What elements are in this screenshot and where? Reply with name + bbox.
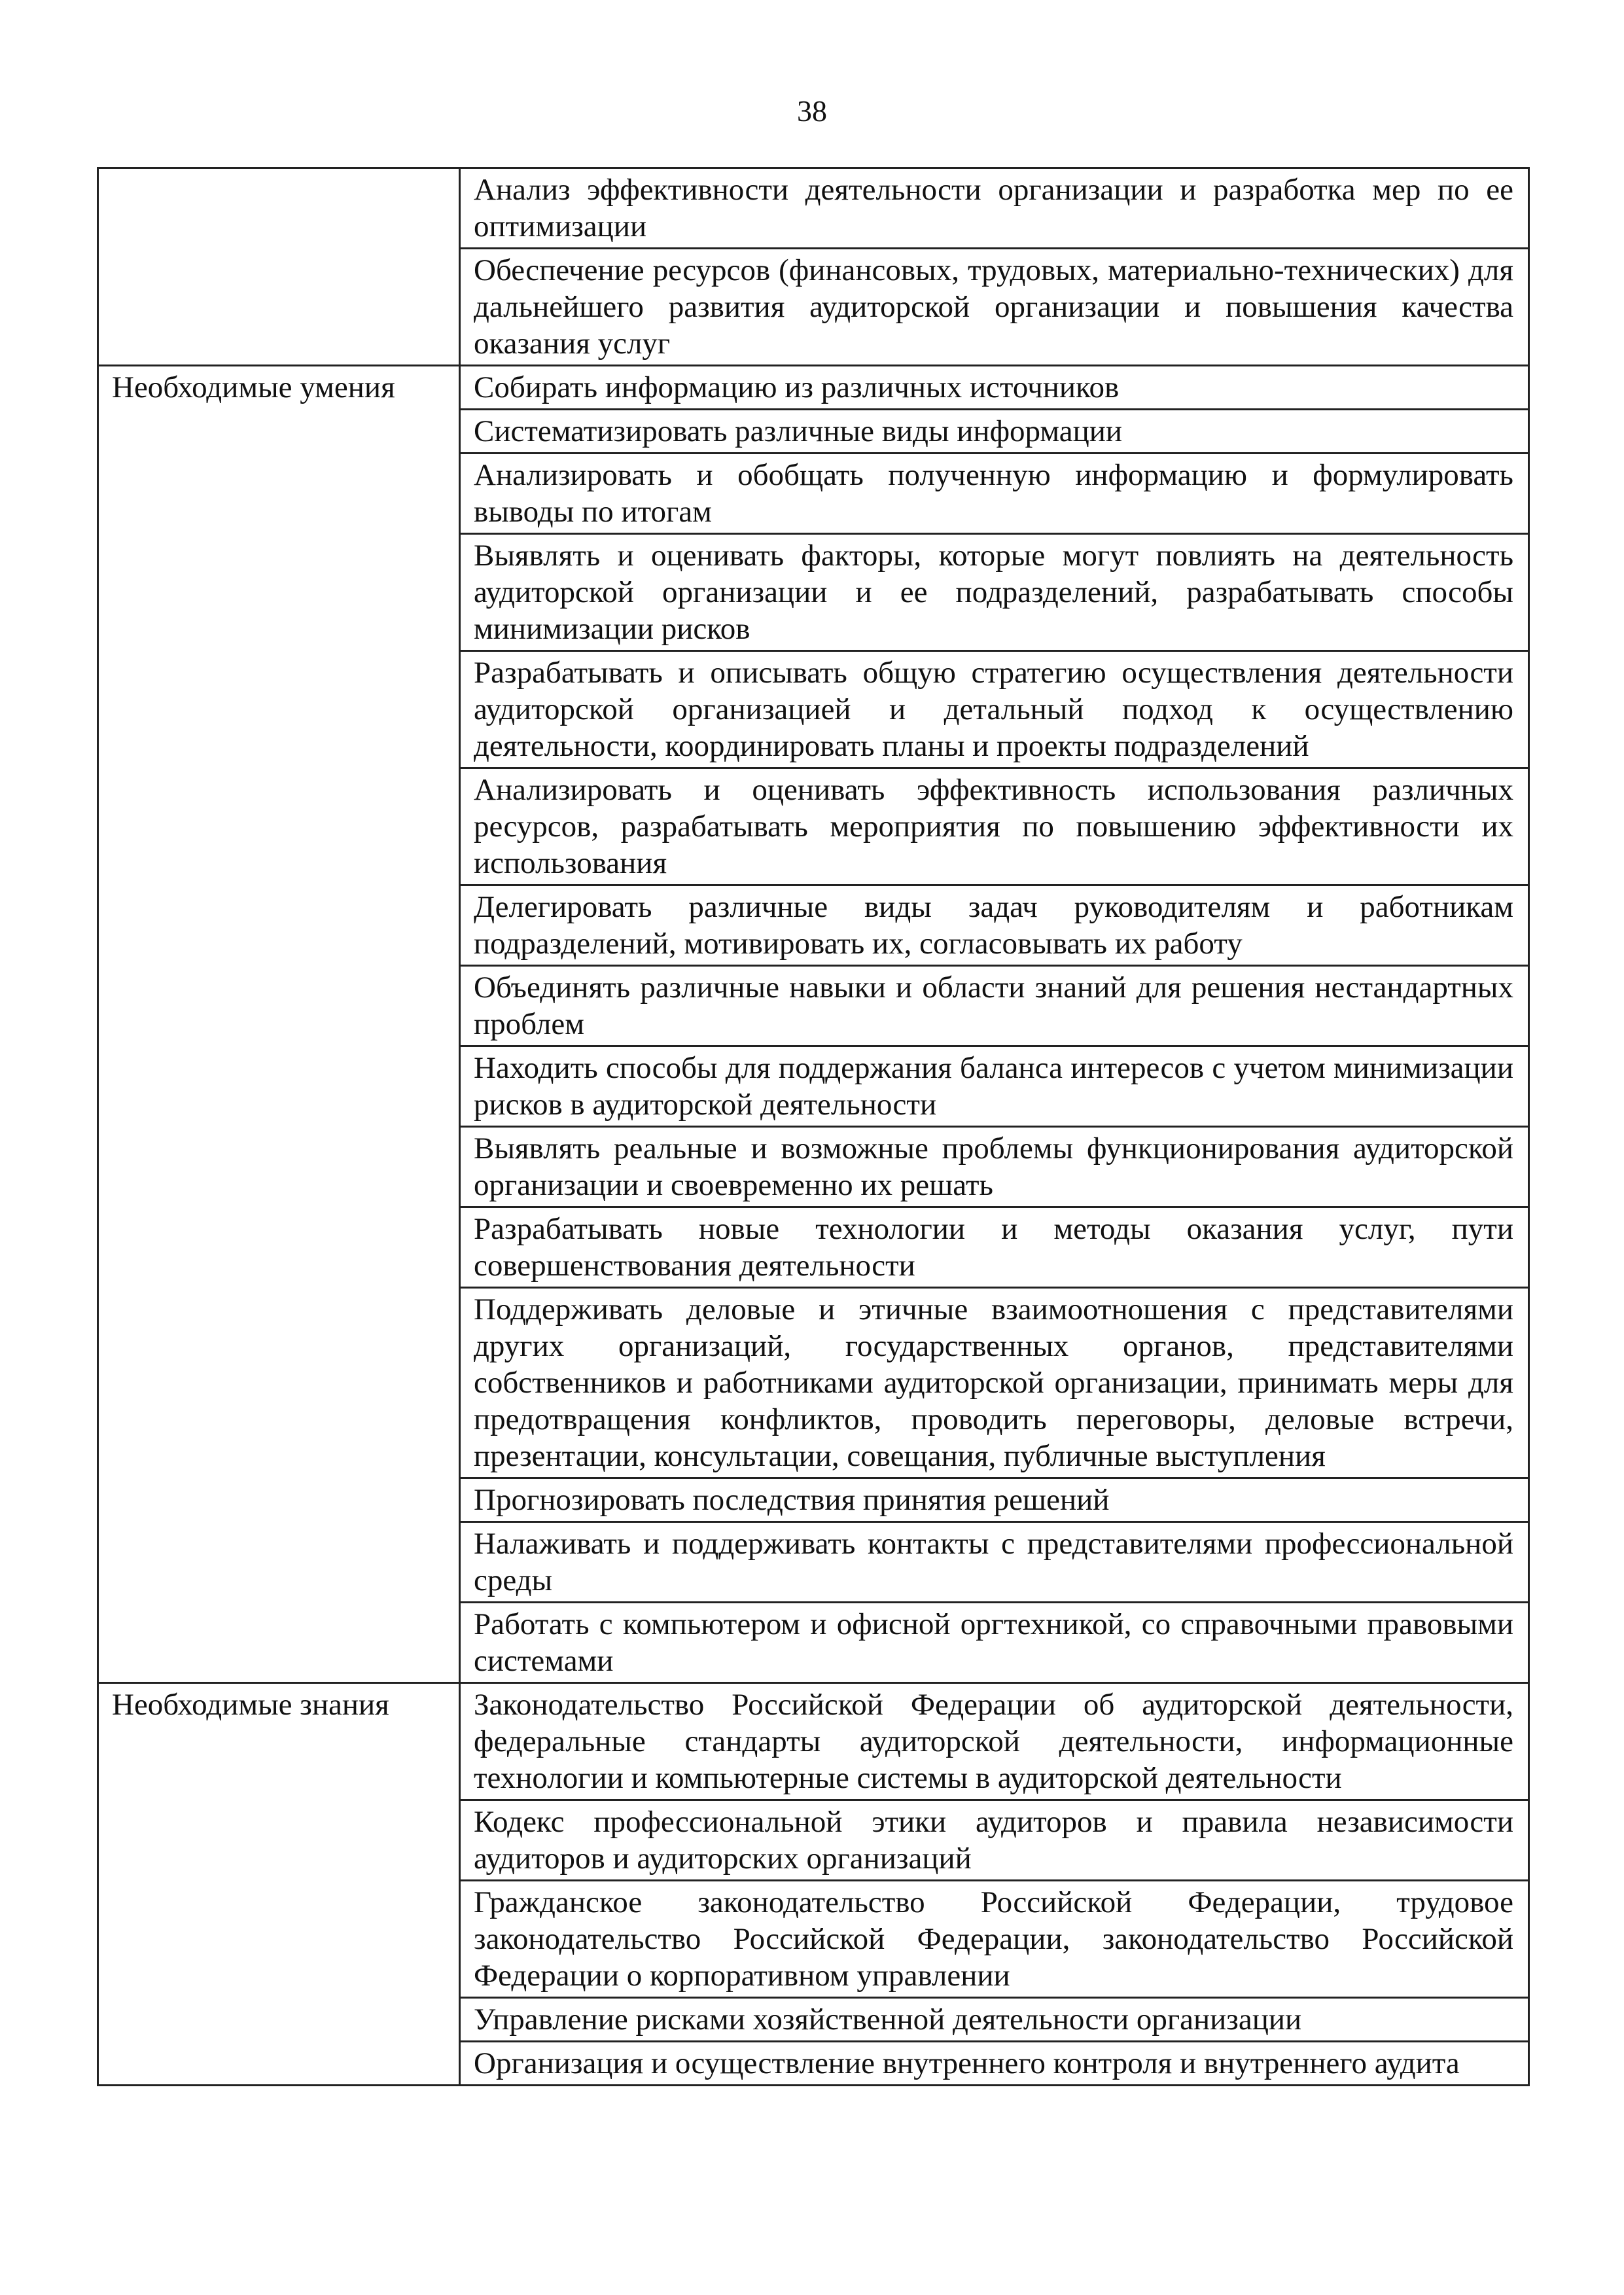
continuation-item-cell: Анализ эффективности деятельности организации и разработка мер по ее оптимизации xyxy=(460,168,1529,249)
skills-item-cell: Находить способы для поддержания баланса интересов с учетом минимизации рисков в аудиторской деятельности xyxy=(460,1046,1529,1127)
skills-item-cell: Выявлять реальные и возможные проблемы функционирования аудиторской организации и своевременно их решать xyxy=(460,1127,1529,1207)
table-body xyxy=(98,168,1529,2086)
knowledge-item-cell: Организация и осуществление внутреннего контроля и внутреннего аудита xyxy=(460,2042,1529,2086)
knowledge-item-cell: Законодательство Российской Федерации об аудиторской деятельности, федеральные стандарты аудиторской деятельности, информационные технологии и компьютерные системы в аудиторской деятельности xyxy=(460,1683,1529,1800)
skills-label-cell: Необходимые умения xyxy=(98,366,460,1683)
knowledge-row xyxy=(98,1683,1529,1800)
knowledge-item-cell: Гражданское законодательство Российской Федерации, трудовое законодательство Российской Федерации, законодательство Российской Федерации о корпоративном управлении xyxy=(460,1881,1529,1998)
knowledge-item-cell: Управление рисками хозяйственной деятельности организации xyxy=(460,1998,1529,2042)
skills-item-cell: Работать с компьютером и офисной оргтехникой, со справочными правовыми системами xyxy=(460,1603,1529,1683)
skills-item-cell: Поддерживать деловые и этичные взаимоотношения с представителями других организаций, государственных органов, представителями собственников и работниками аудиторской организации, принимать меры для предотвращения конфликтов, проводить переговоры, деловые встречи, презентации, консультации, совещания, публичные выступления xyxy=(460,1288,1529,1478)
continuation-row xyxy=(98,168,1529,249)
skills-item-cell: Выявлять и оценивать факторы, которые могут повлиять на деятельность аудиторской организации и ее подразделений, разрабатывать способы минимизации рисков xyxy=(460,534,1529,651)
continuation-label-cell xyxy=(98,168,460,366)
skills-item-cell: Систематизировать различные виды информации xyxy=(460,410,1529,454)
professional-standard-table xyxy=(97,167,1530,2086)
skills-item-cell: Делегировать различные виды задач руководителям и работникам подразделений, мотивировать их, согласовывать их работу xyxy=(460,885,1529,966)
skills-item-cell: Собирать информацию из различных источников xyxy=(460,366,1529,410)
page-number: 38 xyxy=(797,94,827,128)
skills-item-cell: Разрабатывать новые технологии и методы оказания услуг, пути совершенствования деятельности xyxy=(460,1207,1529,1288)
skills-row xyxy=(98,366,1529,410)
knowledge-item-cell: Кодекс профессиональной этики аудиторов и правила независимости аудиторов и аудиторских организаций xyxy=(460,1800,1529,1881)
skills-item-cell: Анализировать и оценивать эффективность использования различных ресурсов, разрабатывать мероприятия по повышению эффективности их использования xyxy=(460,768,1529,885)
knowledge-label-cell: Необходимые знания xyxy=(98,1683,460,2086)
continuation-item-cell: Обеспечение ресурсов (финансовых, трудовых, материально-технических) для дальнейшего развития аудиторской организации и повышения качества оказания услуг xyxy=(460,249,1529,366)
skills-item-cell: Разрабатывать и описывать общую стратегию осуществления деятельности аудиторской организацией и детальный подход к осуществлению деятельности, координировать планы и проекты подразделений xyxy=(460,651,1529,768)
skills-item-cell: Объединять различные навыки и области знаний для решения нестандартных проблем xyxy=(460,966,1529,1046)
skills-item-cell: Прогнозировать последствия принятия решений xyxy=(460,1478,1529,1522)
skills-item-cell: Налаживать и поддерживать контакты с представителями профессиональной среды xyxy=(460,1522,1529,1603)
skills-item-cell: Анализировать и обобщать полученную информацию и формулировать выводы по итогам xyxy=(460,454,1529,534)
